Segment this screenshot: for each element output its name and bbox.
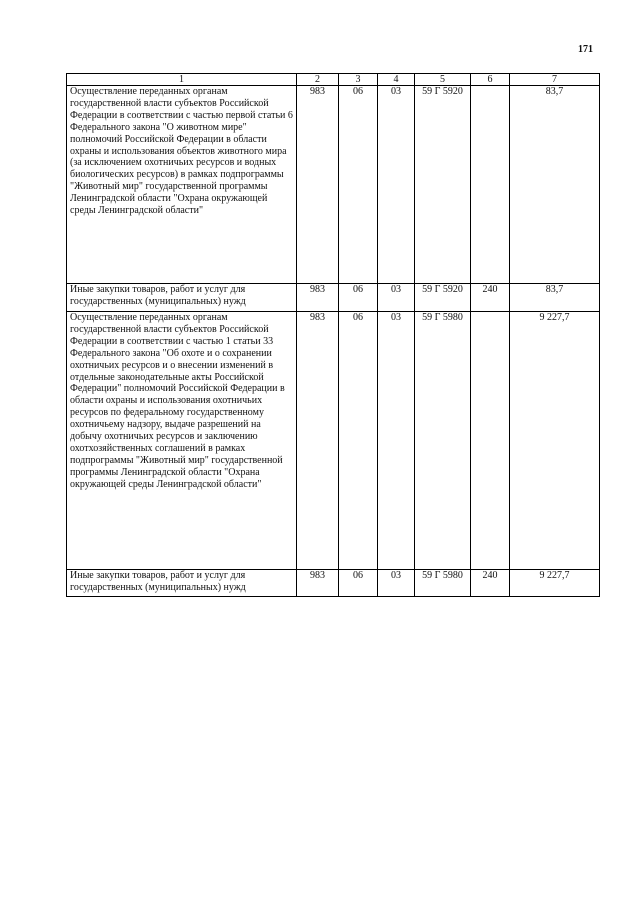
- column-header: 4: [378, 74, 415, 86]
- header-row: [67, 74, 600, 86]
- cell-amount: 9 227,7: [510, 312, 600, 570]
- row-name: Осуществление переданных органам государственной власти субъектов Российской Федерации в соответствии с частью первой статьи 6 Федерального закона "О животном мире" полномочий Российской Федерации в области охраны и использования объектов животного мира (за исключением охотничьих ресурсов и водных биологических ресурсов) в рамках подпрограммы "Животный мир" государственной программы Ленинградской области "Охрана окружающей среды Ленинградской области": [67, 86, 297, 284]
- cell-admin-code: 983: [297, 312, 339, 570]
- cell-amount: 83,7: [510, 86, 600, 284]
- cell-section: 06: [339, 312, 378, 570]
- cell-target-article: 59 Г 5920: [415, 284, 471, 312]
- column-header: 5: [415, 74, 471, 86]
- cell-admin-code: 983: [297, 86, 339, 284]
- cell-expense-type: [471, 86, 510, 284]
- cell-admin-code: 983: [297, 284, 339, 312]
- budget-table: [66, 73, 600, 597]
- table-row: [67, 312, 600, 570]
- cell-amount: 9 227,7: [510, 570, 600, 597]
- cell-target-article: 59 Г 5920: [415, 86, 471, 284]
- cell-section: 06: [339, 570, 378, 597]
- cell-subsection: 03: [378, 86, 415, 284]
- cell-target-article: 59 Г 5980: [415, 570, 471, 597]
- cell-admin-code: 983: [297, 570, 339, 597]
- row-name: Осуществление переданных органам государственной власти субъектов Российской Федерации в соответствии с частью 1 статьи 33 Федерального закона "Об охоте и о сохранении охотничьих ресурсов и о внесении изменений в отдельные законодательные акты Российской Федерации" полномочий Российской Федерации в области охраны и использования охотничьих ресурсов по федеральному государственному охотничьему надзору, выдаче разрешений на добычу охотничьих ресурсов и заключению охотхозяйственных соглашений в рамках подпрограммы "Животный мир" государственной программы Ленинградской области "Охрана окружающей среды Ленинградской области": [67, 312, 297, 570]
- cell-expense-type: 240: [471, 284, 510, 312]
- column-header: 3: [339, 74, 378, 86]
- column-header: 2: [297, 74, 339, 86]
- cell-subsection: 03: [378, 312, 415, 570]
- table-row: [67, 570, 600, 597]
- cell-section: 06: [339, 284, 378, 312]
- cell-subsection: 03: [378, 570, 415, 597]
- cell-section: 06: [339, 86, 378, 284]
- cell-expense-type: 240: [471, 570, 510, 597]
- row-name: Иные закупки товаров, работ и услуг для государственных (муниципальных) нужд: [67, 570, 297, 597]
- column-header: 6: [471, 74, 510, 86]
- cell-target-article: 59 Г 5980: [415, 312, 471, 570]
- row-name: Иные закупки товаров, работ и услуг для государственных (муниципальных) нужд: [67, 284, 297, 312]
- column-header: 1: [67, 74, 297, 86]
- table-row: [67, 86, 600, 284]
- cell-subsection: 03: [378, 284, 415, 312]
- page-number: 171: [578, 44, 593, 55]
- column-header: 7: [510, 74, 600, 86]
- cell-amount: 83,7: [510, 284, 600, 312]
- table-row: [67, 284, 600, 312]
- cell-expense-type: [471, 312, 510, 570]
